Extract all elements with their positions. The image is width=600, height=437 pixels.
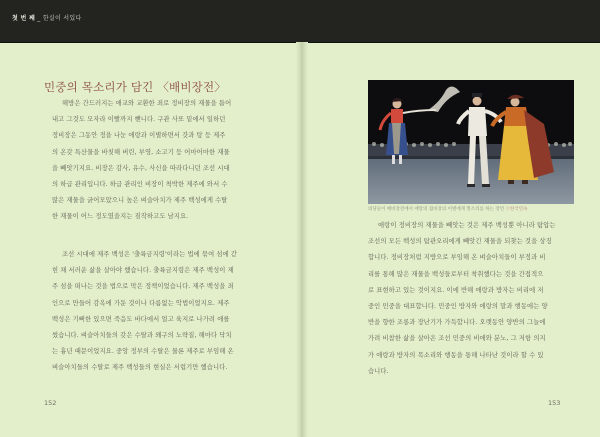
page-number-right: 153: [548, 399, 561, 407]
text-line: 인으로 만들어 감옥에 가둔 것이나 다름없는 악법이었지요. 제주: [52, 299, 230, 307]
text-line: 벼슬아치들의 수탈로 제주 백성들의 현실은 서럽기만 했습니다.: [52, 364, 228, 372]
photo-credit: ⓒ한국민속: [505, 207, 528, 212]
text-line: 가려 비참한 삶을 살아온 조선 민중의 비애와 분노, 그 저항 의지: [368, 335, 546, 343]
page-number-left: 152: [44, 399, 57, 407]
photo-caption: [368, 206, 527, 212]
book-gutter: [296, 42, 308, 437]
text-line: 는 흉년 때문이었지요. 중앙 정부의 수탈은 물론 제주로 부임해 온: [52, 348, 234, 356]
performance-photo: [368, 80, 574, 204]
text-line: 백성은 기뻐한 있으면 죽음도 바다에서 얼고 육지로 나가려 애를: [52, 315, 230, 323]
text-line: 한 재물이 어느 정도였을지는 짐작하고도 남지요.: [52, 213, 189, 221]
right-paragraph: [368, 218, 578, 380]
text-line: 중인 민중을 대표합니다. 민중인 방자와 애랑의 말과 행동에는 양: [368, 303, 548, 311]
running-head-title: 한실이 서있다: [42, 15, 82, 22]
photo-caption-text: 의당들이 배비장전에서 애랑의 접비장의 이별에게 헛소리를 하는 장면: [368, 207, 505, 212]
text-line: 리를 통해 많은 재물을 백성들로부터 착취했다는 것을 간접적으: [368, 270, 544, 278]
text-line: 습니다.: [368, 367, 389, 375]
left-paragraph-1: [52, 96, 292, 226]
text-line: 반을 향한 조롱과 장난기가 가득합니다. 오랫동안 양반의 그늘에: [368, 319, 546, 327]
text-line: 합니다. 정비장처럼 지방으로 부임해 온 벼슬아치들이 부정과 비: [368, 254, 546, 262]
text-line: 조선 시대에 제주 백성은 '출륙금지령'이라는 법에 묶여 섬에 갇: [62, 251, 238, 258]
text-line: 정비장은 그동안 정을 나눈 애랑과 이별하면서 갓과 탕 등 제주: [52, 132, 226, 140]
running-head-separator: _: [37, 15, 43, 22]
text-line: 내고 그것도 모자라 이빨까지 뺀니다. 구관 사또 밑에서 일하던: [52, 116, 226, 124]
text-line: 로 표현하고 있는 것이지요. 이에 반해 애랑과 방자는 비리에 저: [368, 286, 544, 294]
left-paragraph-2: [52, 247, 292, 377]
running-head-chapter: 첫 번 째: [12, 15, 36, 22]
text-line: 썼습니다. 벼슬아치들의 갖은 수탈과 왜구의 노략질, 해마다 닥치: [52, 332, 232, 340]
text-line: 많은 재물을 긁어모았으니 높은 벼슬아치가 제주 백성에게 수탈: [52, 197, 228, 205]
stage-scene-illustration: [368, 80, 574, 204]
top-band: [0, 0, 600, 43]
text-line: 을 빼앗기지요. 비장은 감사, 유수, 사신을 따라다니던 조선 시대: [52, 164, 230, 172]
text-line: 의 온갖 특산물을 바칫해 버린, 부영, 소고기 등 어마어마한 재물: [52, 148, 230, 156]
text-line: 의 하급 관리입니다. 하급 관리인 비장이 척박한 제주에 와서 수: [52, 181, 228, 189]
text-line: 애랑이 정비장의 재물을 빼앗는 것은 제주 백성뿐 아니라 탐압는: [378, 222, 556, 229]
running-head: [12, 13, 82, 22]
section-heading: 민중의 목소리가 담긴 〈배비장전〉: [44, 80, 226, 94]
text-line: 가 애랑과 방자의 목소리와 행동을 통해 나타난 것이라 할 수 있: [368, 351, 544, 359]
text-line: 주 섬을 떠나는 것을 법으로 막은 정책이었습니다. 제주 백성을 죄: [52, 283, 234, 291]
text-line: 힌 채 서러운 삶을 살아야 했습니다. 출륙금지령은 제주 백성이 제: [52, 267, 234, 275]
text-line: 해방은 간드러지는 애교와 교환한 죄로 정비장의 재물을 틈어: [62, 100, 232, 107]
text-line: 조선의 모든 백성의 탐관오리에게 빼앗긴 재물을 되찾는 것을 상징: [368, 238, 552, 246]
